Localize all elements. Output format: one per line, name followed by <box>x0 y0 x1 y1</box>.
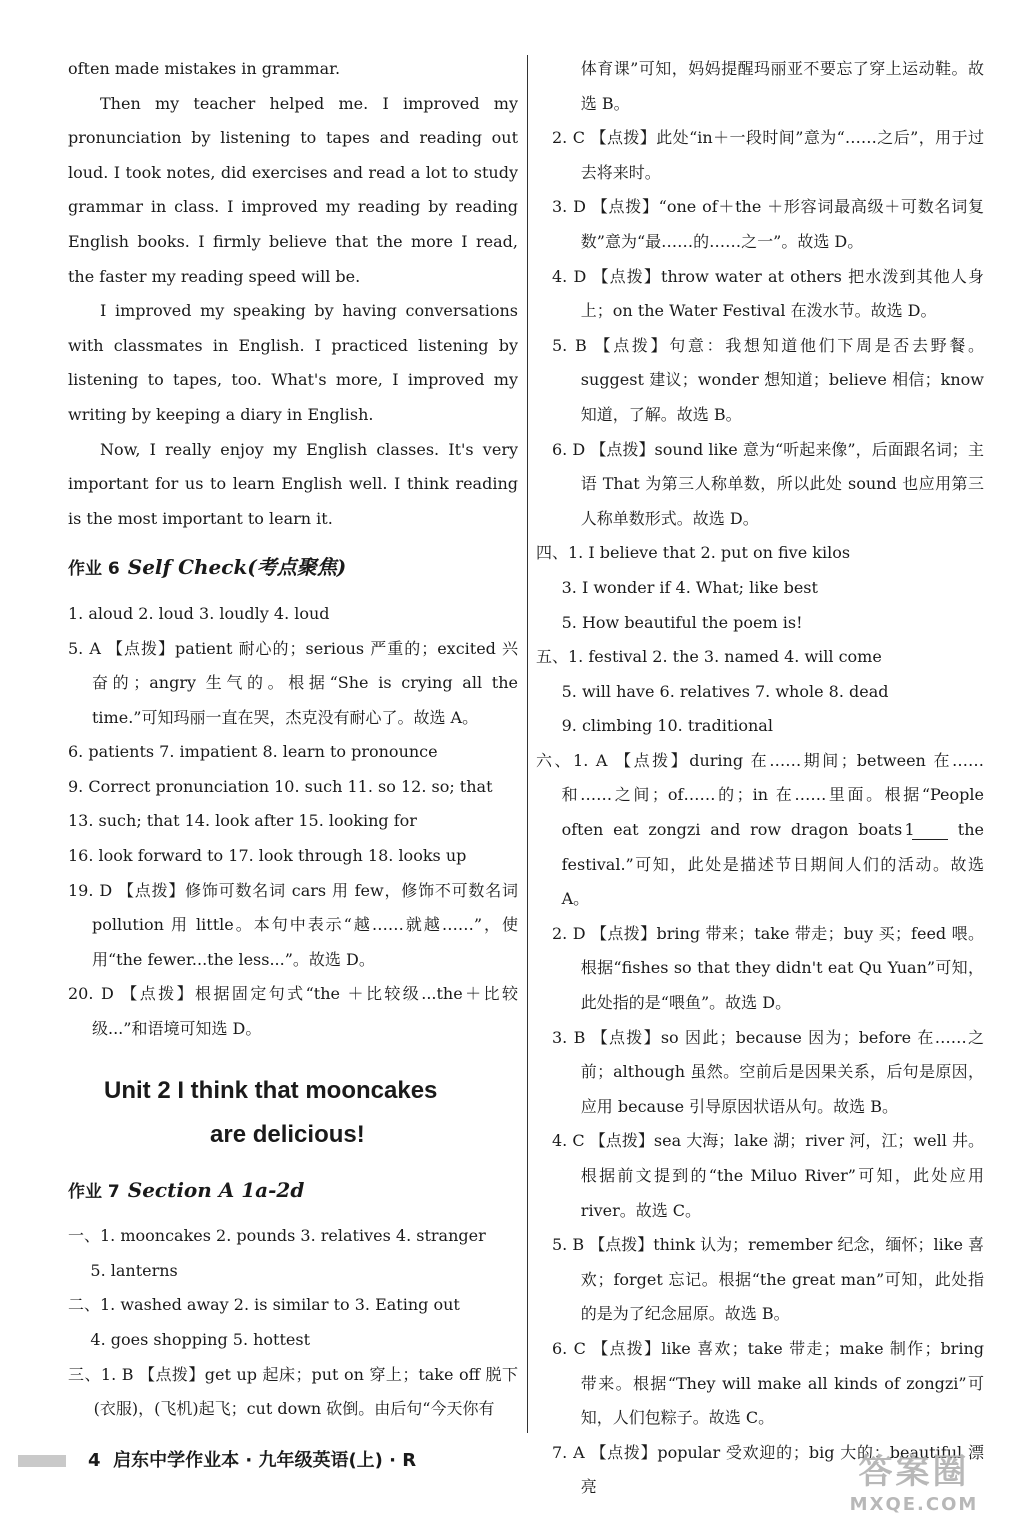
answer-item: 5. B 【点拨】句意：我想知道他们下周是否去野餐。suggest 建议；wonder 想知道；believe 相信；know 知道，了解。故选 B。 <box>552 335 984 424</box>
essay-paragraph: Then my teacher helped me. I improved my pronunciation by listening to tapes and reading out loud. I took notes, did exercises and read a lot to study grammar in class. I improved my reading by reading English books. I firmly believe that the more I read, the faster my reading speed will be. <box>68 93 518 286</box>
unit-title <box>68 1069 518 1157</box>
section-title: Self Check(考点聚焦) <box>127 555 347 580</box>
page-number: 4 <box>88 1450 101 1471</box>
answer-line: 5. How beautiful the poem is! <box>561 612 803 632</box>
answer-item: 5. B 【点拨】think 认为；remember 纪念，缅怀；like 喜欢；forget 忘记。根据“the great man”可知，此处指的是为了纪念屈原。故选 B。 <box>552 1235 984 1324</box>
answer-line: 二、1. washed away 2. is similar to 3. Eating out <box>68 1295 460 1315</box>
answer-line: 1. aloud 2. loud 3. loudly 4. loud <box>68 603 330 623</box>
unit-title-line: Unit 2 I think that mooncakes <box>104 1076 438 1104</box>
answer-item: 6. D 【点拨】sound like 意为“听起来像”，后面跟名词；主语 That 为第三人称单数，所以此处 sound 也应用第三人称单数形式。故选 D。 <box>552 439 984 528</box>
answer-line: 5. lanterns <box>90 1260 178 1280</box>
answer-text: 六、1. A 【点拨】during 在……期间；between 在……和……之间；of……的；in 在……里面。根据“People often eat zongzi and row dragon boats <box>536 750 984 840</box>
answer-item <box>536 744 984 917</box>
answer-line: 9. climbing 10. traditional <box>561 716 773 736</box>
essay-paragraph: Now, I really enjoy my English classes. It's very important for us to learn English well. I think reading is the most important to learn it. <box>68 439 518 528</box>
answer-line: 4. goes shopping 5. hottest <box>90 1330 311 1349</box>
book-title: 启东中学作业本 · 九年级英语(上) · R <box>113 1450 417 1471</box>
answer-line: 16. look forward to 17. look through 18. looks up <box>68 846 467 866</box>
column-divider <box>527 55 528 1433</box>
answer-line: 3. I wonder if 4. What; like best <box>561 577 818 597</box>
answer-item: 5. A 【点拨】patient 耐心的；serious 严重的；excited 兴奋的；angry 生气的。根据“She is crying all the time.”可知玛丽一直在哭，杰克没有耐心了。故选 A。 <box>68 638 518 727</box>
answer-line: 9. Correct pronunciation 10. such 11. so 12. so; that <box>68 776 493 796</box>
page-footer <box>18 1446 416 1476</box>
left-column <box>68 52 518 1427</box>
answer-blank: 1 <box>912 821 948 840</box>
answer-item: 2. D 【点拨】bring 带来；take 带走；buy 买；feed 喂。根据“fishes so that they didn't eat Qu Yuan”可知，此处指的是“喂鱼”。故选 D。 <box>552 923 984 1013</box>
homework-number: 作业 7 <box>68 1181 120 1202</box>
essay-line: often made mistakes in grammar. <box>68 59 341 78</box>
answer-item: 4. C 【点拨】sea 大海；lake 湖；river 河，江；well 井。根据前文提到的“the Miluo River”可知，此处应用 river。故选 C。 <box>552 1131 984 1220</box>
watermark-text: 答案圈 <box>858 1452 970 1492</box>
answer-text: the festival.”可知，此处是描述节日期间人们的活动。故选 A。 <box>561 820 984 909</box>
right-column <box>536 52 984 1505</box>
answer-item: 20. D 【点拨】根据固定句式“the ＋比较级...the＋比较级...”和语境可知选 D。 <box>68 984 518 1039</box>
section-heading-hw7 <box>68 1173 518 1210</box>
watermark <box>829 1450 999 1515</box>
answer-continuation: 体育课”可知，妈妈提醒玛丽亚不要忘了穿上运动鞋。故选 B。 <box>580 59 984 113</box>
essay-paragraph: I improved my speaking by having conversations with classmates in English. I practiced listening by listening to tapes, too. What's more, I improved my writing by keeping a diary in English. <box>68 301 518 424</box>
answer-line: 一、1. mooncakes 2. pounds 3. relatives 4. stranger <box>68 1226 486 1246</box>
answer-item: 三、1. B 【点拨】get up 起床；put on 穿上；take off 脱下(衣服)，(飞机)起飞；cut down 砍倒。由后句“今天你有 <box>68 1364 518 1419</box>
footer-bar <box>18 1455 66 1467</box>
answer-item: 6. C 【点拨】like 喜欢；take 带走；make 制作；bring 带来。根据“They will make all kinds of zongzi”可知，人们包粽子。故选 C。 <box>552 1338 984 1428</box>
homework-number: 作业 6 <box>68 559 120 580</box>
answer-line: 四、1. I believe that 2. put on five kilos <box>536 543 851 563</box>
section-title: Section A 1a-2d <box>127 1177 305 1202</box>
section-heading-hw6 <box>68 550 518 587</box>
unit-title-line: are delicious! <box>210 1120 365 1148</box>
answer-item: 19. D 【点拨】修饰可数名词 cars 用 few，修饰不可数名词 pollution 用 little。本句中表示“越……就越……”，使用“the fewer...the less...”。故选 D。 <box>68 880 518 969</box>
answer-line: 五、1. festival 2. the 3. named 4. will come <box>536 647 882 667</box>
answer-line: 5. will have 6. relatives 7. whole 8. dead <box>561 681 889 701</box>
answer-item: 2. C 【点拨】此处“in＋一段时间”意为“……之后”，用于过去将来时。 <box>552 128 984 182</box>
answer-item: 3. B 【点拨】so 因此；because 因为；before 在……之前；although 虽然。空前后是因果关系，后句是原因，应用 because 引导原因状语从句。故选 B。 <box>552 1027 984 1116</box>
watermark-url: MXQE.COM <box>849 1494 979 1515</box>
answer-line: 6. patients 7. impatient 8. learn to pronounce <box>68 742 438 762</box>
answer-line: 13. such; that 14. look after 15. looking for <box>68 811 417 831</box>
answer-item: 4. D 【点拨】throw water at others 把水泼到其他人身上；on the Water Festival 在泼水节。故选 D。 <box>552 266 984 321</box>
answer-item: 3. D 【点拨】“one of＋the ＋形容词最高级＋可数名词复数”意为“最……的……之一”。故选 D。 <box>552 197 984 251</box>
answer-item: 7. A 【点拨】popular 受欢迎的；big 大的；beautiful 漂亮 <box>552 1442 984 1497</box>
